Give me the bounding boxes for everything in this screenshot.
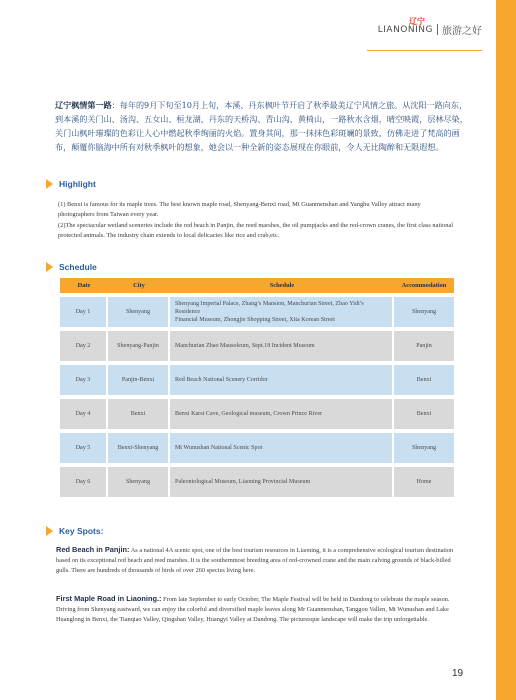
schedule-table bbox=[60, 278, 454, 497]
intro-body: ：每年的9月下旬至10月上旬，本溪、丹东枫叶节开启了秋季最美辽宁风情之旅。从沈阳一路向东，到本溪的关门山、汤沟、五女山、桓龙湖，丹东的天桥沟、青山沟、黄椅山，一路秋水含烟，晴空映霞，层林尽染，关门山枫叶璀璨的色彩让人心中燃起秋季绚丽的火焰。置身其间，那一抹抹色彩斑斓的景致，仿佛走进了梵高的画布，颠覆你脑海中所有对秋季枫叶的想象，她会以一种全新的姿态展现在你眼前，令人无比陶醉和无限遐想。 bbox=[55, 100, 468, 152]
brand-name-cn: 旅游之好 bbox=[442, 26, 482, 37]
key-spot-red-beach bbox=[56, 545, 460, 575]
triangle-bullet-icon bbox=[46, 262, 53, 272]
column-schedule: Schedule bbox=[269, 282, 295, 289]
highlight-heading bbox=[46, 179, 96, 189]
key-spots-heading-text: Key Spots: bbox=[59, 526, 104, 536]
intro-paragraph bbox=[55, 98, 473, 154]
row-date: Day 3 bbox=[60, 365, 108, 395]
highlight-text bbox=[58, 200, 458, 241]
row-date: Day 6 bbox=[60, 467, 108, 497]
row-city: Benxi-Shenyang bbox=[108, 433, 170, 463]
row-schedule: Manchurian Zhao Mausoleum, Sept.18 Incident Museum bbox=[170, 331, 394, 361]
row-date: Day 4 bbox=[60, 399, 108, 429]
key-spot-title: First Maple Road in Liaoning.: bbox=[56, 594, 162, 603]
row-date: Day 2 bbox=[60, 331, 108, 361]
row-accommodation: Benxi bbox=[394, 365, 454, 395]
key-spot-text: From late September to early October, The Maple Festival will be held in Dandong to celebrate the maple season. Driving from Shenyang eastward, we can enjoy the colorful and diversified maple leaves along Mr Guanmenshan, Tanggou Vallen, Mt Wunushan and Lake Huanglong in Benxi, the Tianqiao Valley, Qingshan Valley, Huangyi Valley at Dandong. The picturesque landscape will make the trip unforgettable. bbox=[56, 596, 450, 623]
brand-divider bbox=[437, 24, 438, 35]
row-date: Day 5 bbox=[60, 433, 108, 463]
brand-name-en: LIANONING bbox=[377, 24, 433, 35]
highlight-point-2: (2)The spectacular wetland sceneries include the red beach in Panjin, the reed marshes, the oil pumpjacks and the red-crown cranes, the first class national protected animals. The industry chain extends to local delicacies like rice and crab,etc. bbox=[58, 221, 454, 239]
side-stripe bbox=[496, 0, 516, 700]
row-date: Day 1 bbox=[60, 297, 108, 327]
highlight-point-1: (1) Benxi is famous for its maple trees. The best known maple road, Shenyang-Benxi road, Mt Guanmenshan and Yanghu Valley attract many photographers from Taiwan every year. bbox=[58, 201, 421, 219]
row-accommodation: Panjin bbox=[394, 331, 454, 361]
triangle-bullet-icon bbox=[46, 179, 53, 189]
row-accommodation: Home bbox=[394, 467, 454, 497]
row-accommodation: Shenyang bbox=[394, 297, 454, 327]
row-city: Panjin-Benxi bbox=[108, 365, 170, 395]
table-row bbox=[60, 399, 454, 429]
table-row bbox=[60, 297, 454, 327]
row-schedule: Mt Wunushan National Scenic Spot bbox=[170, 433, 394, 463]
table-row bbox=[60, 365, 454, 395]
brand-logo bbox=[377, 17, 482, 37]
key-spot-text: As a national 4A scenic spot, one of the best tourism resources in Liaoning, it is a comprehensive ecological tourism destination based on its exceptional red beach and reed marshes. It is the southernmost breeding area of red-crowned crane and the main calving grounds of black-billed gulls. There are hundreds of thousands of birds of over 260 species living here. bbox=[56, 547, 454, 574]
row-accommodation: Shenyang bbox=[394, 433, 454, 463]
row-city: Shenyang bbox=[108, 297, 170, 327]
table-row bbox=[60, 331, 454, 361]
row-accommodation: Benxi bbox=[394, 399, 454, 429]
page-number: 19 bbox=[452, 668, 464, 679]
intro-title: 辽宁枫情第一路 bbox=[55, 100, 112, 110]
highlight-heading-text: Highlight bbox=[59, 179, 96, 189]
key-spot-title: Red Beach in Panjin: bbox=[56, 545, 130, 554]
row-city: Shenyang-Panjin bbox=[108, 331, 170, 361]
key-spots-heading bbox=[46, 526, 103, 536]
row-schedule: Shenyang Imperial Palace, Zhang’s Mansion, Manchurian Street, Zhao Yidi’s Residence Financial Museum, Zhongjie Shopping Street, Xita Korean Street bbox=[170, 297, 394, 327]
triangle-bullet-icon bbox=[46, 526, 53, 536]
row-schedule: Benxi Karst Cave, Geological museum, Crown Prince River bbox=[170, 399, 394, 429]
column-date: Date bbox=[77, 282, 91, 289]
table-row bbox=[60, 433, 454, 463]
table-row bbox=[60, 467, 454, 497]
schedule-heading-text: Schedule bbox=[59, 262, 97, 272]
seal-logo-icon: 辽宁 bbox=[409, 17, 425, 26]
row-schedule: Paleontological Museum, Liaoning Provincial Museum bbox=[170, 467, 394, 497]
schedule-heading bbox=[46, 262, 97, 272]
schedule-table-header bbox=[60, 278, 454, 293]
header-rule bbox=[367, 50, 482, 51]
row-city: Benxi bbox=[108, 399, 170, 429]
key-spot-maple-road bbox=[56, 594, 460, 624]
row-schedule: Red Beach National Scenery Corridor bbox=[170, 365, 394, 395]
column-city: City bbox=[133, 282, 145, 289]
column-accommodation: Accommodation bbox=[401, 282, 447, 289]
row-city: Shenyang bbox=[108, 467, 170, 497]
